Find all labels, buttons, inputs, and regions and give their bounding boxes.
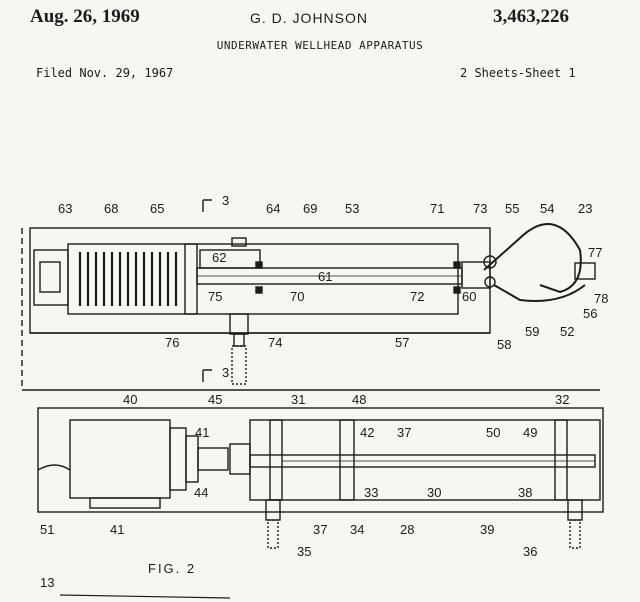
label-40: 40 <box>123 392 138 407</box>
label-51: 51 <box>40 522 55 537</box>
label-section-3: 3 <box>222 193 230 208</box>
label-54: 54 <box>540 201 555 216</box>
label-49: 49 <box>523 425 538 440</box>
label-44: 44 <box>194 485 209 500</box>
label-45: 45 <box>208 392 223 407</box>
label-39: 39 <box>480 522 495 537</box>
label-62: 62 <box>212 250 227 265</box>
bottom-leader-line <box>60 595 230 598</box>
label-48: 48 <box>352 392 367 407</box>
label-78: 78 <box>594 291 609 306</box>
label-56: 56 <box>583 306 598 321</box>
figure-caption: FIG. 2 <box>148 561 197 576</box>
filed-date: Filed Nov. 29, 1967 <box>36 66 174 80</box>
inventor-name: G. D. JOHNSON <box>250 10 369 26</box>
label-76: 76 <box>165 335 180 350</box>
label-73: 73 <box>473 201 488 216</box>
label-71: 71 <box>430 201 445 216</box>
label-65: 65 <box>150 201 165 216</box>
label-35: 35 <box>297 544 312 559</box>
label-68: 68 <box>104 201 119 216</box>
label-37a: 37 <box>397 425 412 440</box>
label-55: 55 <box>505 201 520 216</box>
label-52: 52 <box>560 324 575 339</box>
label-28: 28 <box>400 522 415 537</box>
label-36: 36 <box>523 544 538 559</box>
label-23: 23 <box>578 201 593 216</box>
patent-number: 3,463,226 <box>493 6 569 27</box>
label-41b: 41 <box>110 522 125 537</box>
label-50: 50 <box>486 425 501 440</box>
label-53: 53 <box>345 201 360 216</box>
label-74: 74 <box>268 335 283 350</box>
label-30: 30 <box>427 485 442 500</box>
label-33: 33 <box>364 485 379 500</box>
sheet-count: 2 Sheets-Sheet 1 <box>460 66 576 80</box>
label-59: 59 <box>525 324 540 339</box>
label-75: 75 <box>208 289 223 304</box>
patent-title: UNDERWATER WELLHEAD APPARATUS <box>216 39 424 52</box>
label-31: 31 <box>291 392 306 407</box>
label-13: 13 <box>40 575 55 590</box>
label-38: 38 <box>518 485 533 500</box>
label-57: 57 <box>395 335 410 350</box>
label-section-3b: 3 <box>222 365 230 380</box>
label-72: 72 <box>410 289 425 304</box>
label-34: 34 <box>350 522 365 537</box>
label-70: 70 <box>290 289 305 304</box>
label-69: 69 <box>303 201 318 216</box>
patent-date: Aug. 26, 1969 <box>30 6 140 27</box>
label-32: 32 <box>555 392 570 407</box>
label-77: 77 <box>588 245 603 260</box>
label-60: 60 <box>462 289 477 304</box>
label-42: 42 <box>360 425 375 440</box>
reference-labels <box>40 193 608 590</box>
label-63: 63 <box>58 201 73 216</box>
label-58: 58 <box>497 337 512 352</box>
label-61: 61 <box>318 269 333 284</box>
label-64: 64 <box>266 201 281 216</box>
label-37b: 37 <box>313 522 328 537</box>
label-41a: 41 <box>195 425 210 440</box>
